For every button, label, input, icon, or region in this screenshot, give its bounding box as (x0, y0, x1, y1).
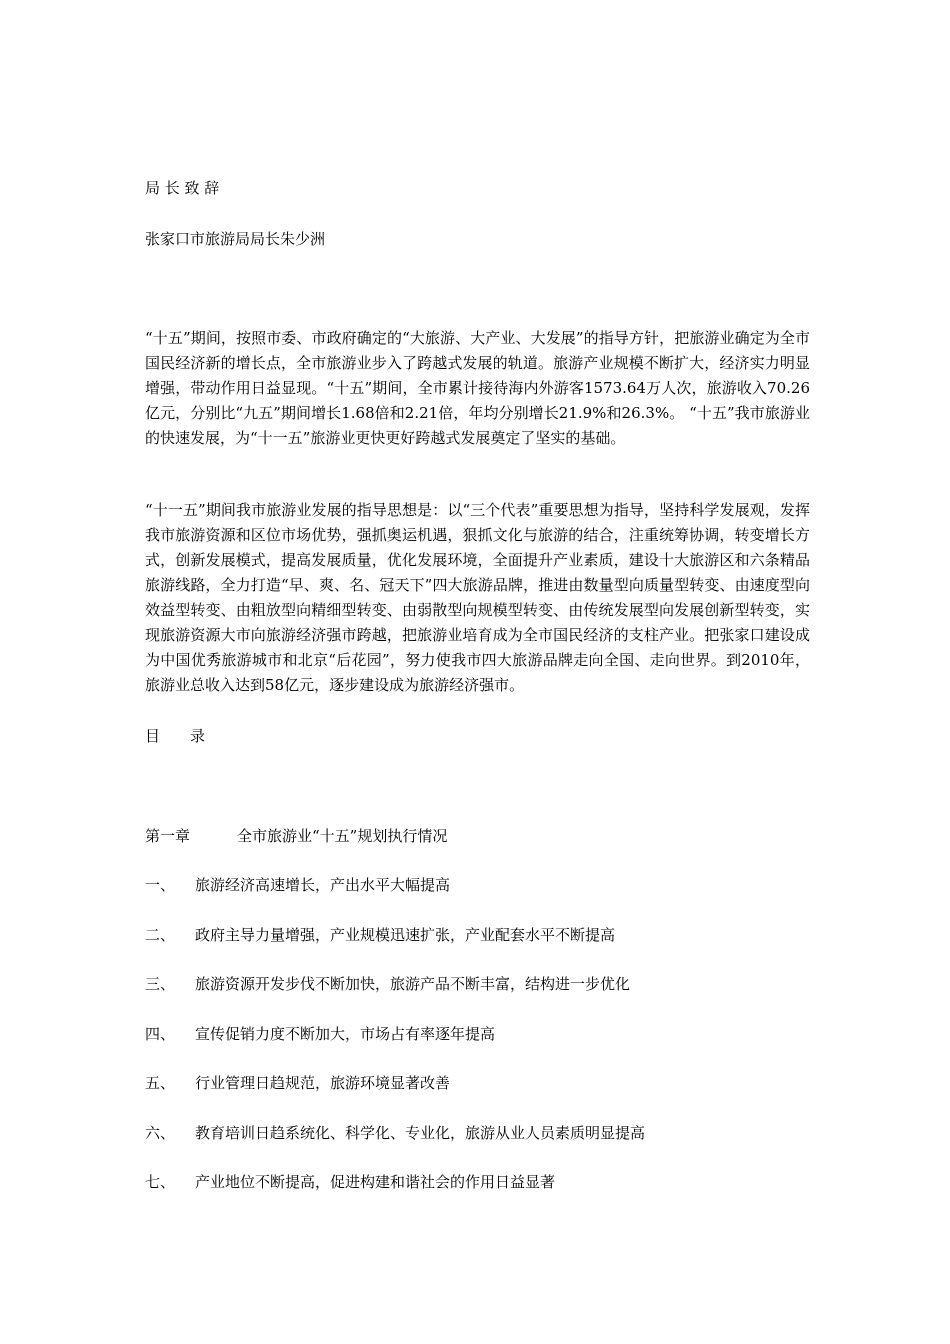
toc-item-number: 五、 (145, 1074, 176, 1092)
toc-chapter-title: 全市旅游业“十五”规划执行情况 (237, 827, 448, 845)
toc-item-number: 六、 (145, 1124, 176, 1142)
toc-item (145, 1171, 810, 1193)
toc-item-number: 二、 (145, 926, 176, 944)
toc-item-text: 教育培训日趋系统化、科学化、专业化，旅游从业人员素质明显提高 (195, 1124, 646, 1142)
document-title: 局 长 致 辞 (145, 179, 220, 197)
toc-item (145, 874, 810, 896)
toc-item-text: 产业地位不断提高，促进构建和谐社会的作用日益显著 (195, 1173, 556, 1191)
toc-item-number: 一、 (145, 876, 176, 894)
toc-item-number: 三、 (145, 975, 176, 993)
toc-chapter (145, 825, 810, 847)
toc-item-number: 四、 (145, 1025, 176, 1043)
toc-item (145, 1023, 810, 1045)
toc-item-number: 七、 (145, 1173, 176, 1191)
toc-item-text: 宣传促销力度不断加大，市场占有率逐年提高 (195, 1025, 496, 1043)
paragraph-1: “十五”期间，按照市委、市政府确定的“大旅游、大产业、大发展”的指导方针，把旅游业确定为全市国民经济新的增长点，全市旅游业步入了跨越式发展的轨道。旅游产业规模不断扩大，经济实力明显增强，带动作用日益显现。“十五”期间，全市累计接待海内外游客1573.64万人次，旅游收入70.26亿元，分别比“九五”期间增长1.68倍和2.21倍，年均分别增长21.9%和26.3%。 “十五”我市旅游业的快速发展，为“十一五”旅游业更快更好跨越式发展奠定了坚实的基础。 (145, 329, 810, 447)
toc-item (145, 1072, 810, 1094)
toc-item-text: 政府主导力量增强，产业规模迅速扩张，产业配套水平不断提高 (195, 926, 616, 944)
toc-item-text: 旅游资源开发步伐不断加快，旅游产品不断丰富，结构进一步优化 (195, 975, 631, 993)
toc-chapter-number: 第一章 (145, 827, 191, 845)
toc-item-text: 行业管理日趋规范，旅游环境显著改善 (195, 1074, 451, 1092)
toc-item (145, 973, 810, 995)
author-line: 张家口市旅游局局长朱少洲 (145, 230, 326, 248)
toc-item-text: 旅游经济高速增长，产出水平大幅提高 (195, 876, 451, 894)
paragraph-2: “十一五”期间我市旅游业发展的指导思想是：以“三个代表”重要思想为指导，坚持科学发展观，发挥我市旅游资源和区位市场优势，强抓奥运机遇，狠抓文化与旅游的结合，注重统筹协调，转变增长方式，创新发展模式，提高发展质量，优化发展环境，全面提升产业素质，建设十大旅游区和六条精品旅游线路，全力打造“早、爽、名、冠天下”四大旅游品牌，推进由数量型向质量型转变、由速度型向效益型转变、由粗放型向精细型转变、由弱散型向规模型转变、由传统发展型向发展创新型转变，实现旅游资源大市向旅游经济强市跨越，把旅游业培育成为全市国民经济的支柱产业。把张家口建设成为中国优秀旅游城市和北京“后花园”，努力使我市四大旅游品牌走向全国、走向世界。到2010年，旅游业总收入达到58亿元，逐步建设成为旅游经济强市。 (145, 501, 810, 694)
toc-item (145, 924, 810, 946)
toc-item (145, 1122, 810, 1144)
toc-heading: 目 录 (145, 727, 206, 745)
